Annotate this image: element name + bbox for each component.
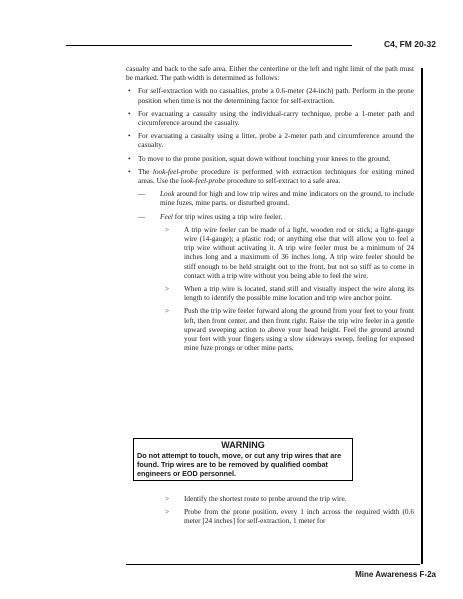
- bullet-text: For self-extraction with no casualties, probe a 0.6-meter (24-inch) path. Perform in the prone position when time is not the determining factor for self-extraction.: [138, 86, 414, 105]
- bullet-mark: •: [128, 166, 131, 176]
- header-label: C4, FM 20-32: [384, 39, 436, 49]
- sub-mark: >: [165, 284, 170, 294]
- dash-term: Feel: [160, 211, 173, 221]
- sub-mark: >: [165, 494, 170, 503]
- footer-rule: [126, 564, 420, 565]
- dash-item-look: [126, 189, 414, 207]
- bullet-item: [126, 131, 414, 149]
- bullet-text: For evacuating a casualty using a litter, probe a 2-meter path and circumference around the casualty.: [138, 131, 414, 150]
- lfp-term: look-feel-probe: [180, 176, 226, 186]
- bullet-mark: •: [128, 153, 131, 163]
- warning-box: [133, 438, 353, 481]
- bullet-item: [126, 154, 414, 163]
- lfp-term: look-feel-probe: [152, 166, 198, 176]
- sub-mark: >: [165, 507, 170, 517]
- sub-mark: >: [165, 306, 170, 316]
- dash-mark: —: [138, 189, 146, 199]
- sub-item: [126, 507, 414, 525]
- change-bar: [421, 68, 423, 564]
- dash-term: Look: [160, 189, 175, 199]
- main-text: [126, 64, 414, 352]
- sub-item: [126, 225, 414, 280]
- bullet-item: [126, 86, 414, 104]
- bullet-item: [126, 109, 414, 127]
- dash-item-feel: [126, 212, 414, 221]
- sub-text: Push the trip wire feeler forward along the ground from your feet to your front left, then front center, and then front right. Raise the trip wire feeler in a gentle upward sweeping action to above your head height. Feel the ground around your feet with your fingers using a slow sideways sweep, feeling for exposed mine fuze prongs or other mine parts.: [184, 306, 414, 353]
- main-text-continued: [126, 490, 414, 526]
- sub-text: Probe from the prone position, every 1 inch across the required width (0.6 meter [24 inches] for self-extraction, 1 meter for: [184, 507, 414, 526]
- sub-item: [126, 284, 414, 302]
- bullet-mark: •: [128, 131, 131, 141]
- lfp-text-a: The: [138, 166, 153, 176]
- header-rule: [66, 45, 352, 46]
- bullet-text: For evacuating a casualty using the individual-carry technique, probe a 1-meter path and circumference around the casualty.: [138, 108, 414, 128]
- sub-text: When a trip wire is located, stand still and visually inspect the wire along its length to identify the possible mine location and trip wire anchor point.: [184, 284, 414, 303]
- warning-title: WARNING: [221, 440, 265, 450]
- dash-text: for trip wires using a trip wire feeler.: [172, 211, 283, 221]
- bullet-text: To move to the prone position, squat down without touching your knees to the ground.: [138, 153, 391, 163]
- lfp-text-b: procedure is performed with extraction techniques for exiting mined areas. Use the: [138, 166, 414, 186]
- sub-item: [126, 494, 414, 503]
- sub-mark: >: [165, 224, 170, 234]
- intro-paragraph: casualty and back to the safe area. Either the centerline or the left and right limit of the path must be marked. The path width is determined as follows:: [126, 64, 414, 83]
- footer-label: Mine Awareness F-2a: [355, 570, 436, 579]
- lfp-text-c: procedure to self-extract to a safe area.: [225, 176, 341, 186]
- look-feel-probe-bullet: [126, 167, 414, 185]
- dash-mark: —: [138, 211, 146, 221]
- sub-text: Identify the shortest route to probe around the trip wire.: [184, 494, 347, 503]
- sub-item: [126, 306, 414, 352]
- dash-text: around for high and low trip wires and mine indicators on the ground, to include mine fuzes, mine parts, or disturbed ground.: [160, 189, 414, 208]
- bullet-mark: •: [128, 86, 131, 96]
- sub-text: A trip wire feeler can be made of a light, wooden rod or stick; a light-gauge wire (14-gauge); a plastic rod; or anything else that will allow you to feel a trip wire without activating it. A trip wire feeler must be a minimum of 24 inches long and a maximum of 36 inches long. A trip wire feeler should be stiff enough to be held straight out to the front, but not so stiff as to come in contact with a trip wire without you being able to feel the wire.: [184, 224, 414, 280]
- bullet-mark: •: [128, 108, 131, 118]
- warning-body: Do not attempt to touch, move, or cut any trip wires that are found. Trip wires are to be removed by qualified combat engineers or EOD personnel.: [137, 451, 342, 478]
